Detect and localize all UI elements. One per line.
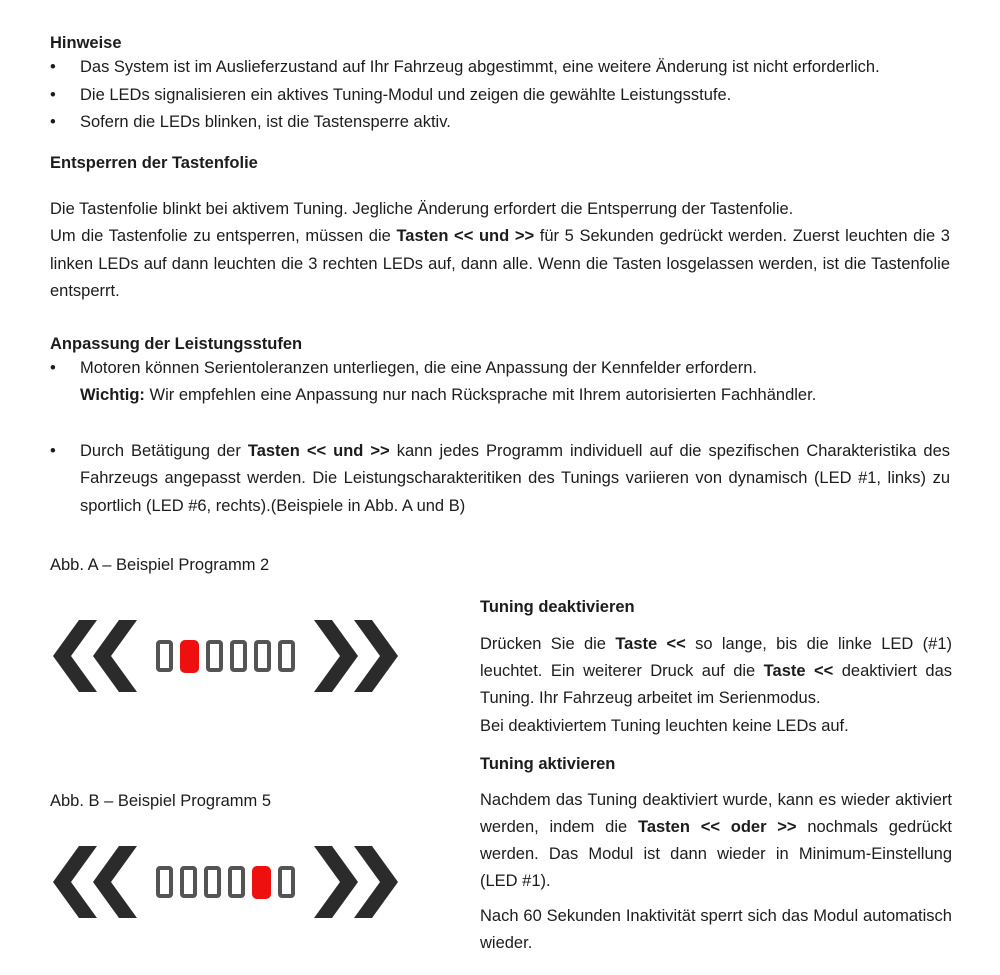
- led-6: [278, 866, 295, 898]
- led-strip: [156, 866, 295, 899]
- chevron-left-icon: [53, 620, 137, 692]
- list-item-text: [80, 438, 950, 521]
- led-2: [180, 866, 197, 898]
- section-heading-hinweise: Hinweise: [50, 34, 122, 52]
- list-item: [50, 54, 950, 82]
- right-text-column: [480, 596, 952, 957]
- figure-a-label: Abb. A – Beispiel Programm 2: [50, 556, 270, 574]
- chevron-left-icon: [53, 846, 137, 918]
- deaktivieren-paragraph: [480, 631, 952, 712]
- section-heading-entsperren: Entsperren der Tastenfolie: [50, 153, 258, 172]
- hinweise-list: [50, 54, 950, 137]
- entsperren-paragraph: [50, 196, 950, 306]
- list-item: [50, 355, 950, 410]
- led-6: [278, 640, 295, 672]
- text-run: Nachdem das Tuning deaktiviert wurde, kann es wieder aktiviert werden, indem die: [480, 791, 952, 836]
- text-run: so lange, bis die linke LED (#1) leuchtet. Ein weiterer Druck auf die: [480, 635, 952, 680]
- list-item: [50, 438, 950, 521]
- aktivieren-note: Nach 60 Sekunden Inaktivität sperrt sich das Modul automatisch wieder.: [480, 907, 952, 952]
- list-item-text: Sofern die LEDs blinken, ist die Tastensperre aktiv.: [80, 113, 451, 131]
- led-strip: [156, 640, 295, 673]
- aktivieren-paragraph: [480, 787, 952, 895]
- bullet-marker: •: [50, 58, 56, 76]
- chevron-right-icon: [314, 846, 398, 918]
- text-run-bold: Tasten << und >>: [247, 441, 390, 460]
- text-run: für 5 Sekunden gedrückt werden. Zuerst leuchten die 3 linken LEDs auf dann leuchten die 3 rechten LEDs auf, dann alle. Wenn die Tasten losgelassen werden, ist die Tastenfolie entsperrt.: [50, 227, 950, 300]
- text-run: deaktiviert das Tuning. Ihr Fahrzeug arbeitet im Serienmodus.: [480, 662, 952, 707]
- text-run: Durch Betätigung der: [80, 441, 248, 460]
- text-run: Um die Tastenfolie zu entsperren, müssen die: [50, 227, 397, 245]
- text-run: Drücken Sie die: [480, 635, 616, 653]
- led-display-figure-a: [53, 620, 398, 692]
- led-5: [254, 640, 271, 672]
- chevron-right-icon: [314, 620, 398, 692]
- list-item-text: Die LEDs signalisieren ein aktives Tuning-Modul und zeigen die gewählte Leistungsstufe.: [80, 85, 732, 104]
- anpassung-list: [50, 355, 950, 521]
- led-display-figure-b: [53, 846, 398, 918]
- bullet-marker: •: [50, 113, 56, 131]
- section-heading-tuning-deaktivieren: Tuning deaktivieren: [480, 598, 635, 616]
- text-run: kann jedes Programm individuell auf die spezifischen Charakteristika des Fahrzeugs angepasst werden. Die Leistungscharakteritiken des Tunings variieren von dynamisch (LED #1, links) zu sportlich (LED #6, rechts).(Beispiele in Abb. A und B): [80, 441, 950, 515]
- figure-b-label: Abb. B – Beispiel Programm 5: [50, 792, 272, 810]
- text-run: Motoren können Serientoleranzen unterliegen, die eine Anpassung der Kennfelder erfordern.: [80, 358, 757, 377]
- text-run-bold: Tasten << oder >>: [637, 818, 797, 836]
- led-5-active: [252, 866, 271, 899]
- led-3: [204, 866, 221, 898]
- text-run-bold: Taste <<: [763, 662, 834, 680]
- led-3: [206, 640, 223, 672]
- section-heading-tuning-aktivieren: Tuning aktivieren: [480, 755, 616, 773]
- list-item: [50, 82, 950, 110]
- text-run-bold: Wichtig:: [80, 386, 145, 404]
- list-item-text: Das System ist im Auslieferzustand auf Ihr Fahrzeug abgestimmt, eine weitere Änderung ist nicht erforderlich.: [80, 58, 880, 76]
- text-run-bold: Tasten << und >>: [396, 227, 535, 245]
- section-heading-anpassung: Anpassung der Leistungsstufen: [50, 334, 303, 353]
- list-item: [50, 109, 950, 137]
- led-1: [156, 640, 173, 672]
- text-run: nochmals gedrückt werden. Das Modul ist dann wieder in Minimum-Einstellung (LED #1).: [480, 818, 952, 890]
- bullet-marker: •: [50, 441, 56, 460]
- led-2-active: [180, 640, 199, 673]
- led-1: [156, 866, 173, 898]
- text-run: Die Tastenfolie blinkt bei aktivem Tuning. Jegliche Änderung erfordert die Entsperrung der Tastenfolie.: [50, 199, 794, 218]
- bullet-marker: •: [50, 85, 56, 104]
- led-4: [228, 866, 245, 898]
- led-4: [230, 640, 247, 672]
- bullet-marker: •: [50, 358, 56, 377]
- text-run-bold: Taste <<: [615, 635, 686, 653]
- main-text-column: [50, 32, 950, 520]
- text-run: Wir empfehlen eine Anpassung nur nach Rücksprache mit Ihrem autorisierten Fachhändler.: [144, 386, 817, 404]
- list-item-text: [80, 355, 950, 410]
- deaktivieren-note: Bei deaktiviertem Tuning leuchten keine LEDs auf.: [480, 717, 849, 735]
